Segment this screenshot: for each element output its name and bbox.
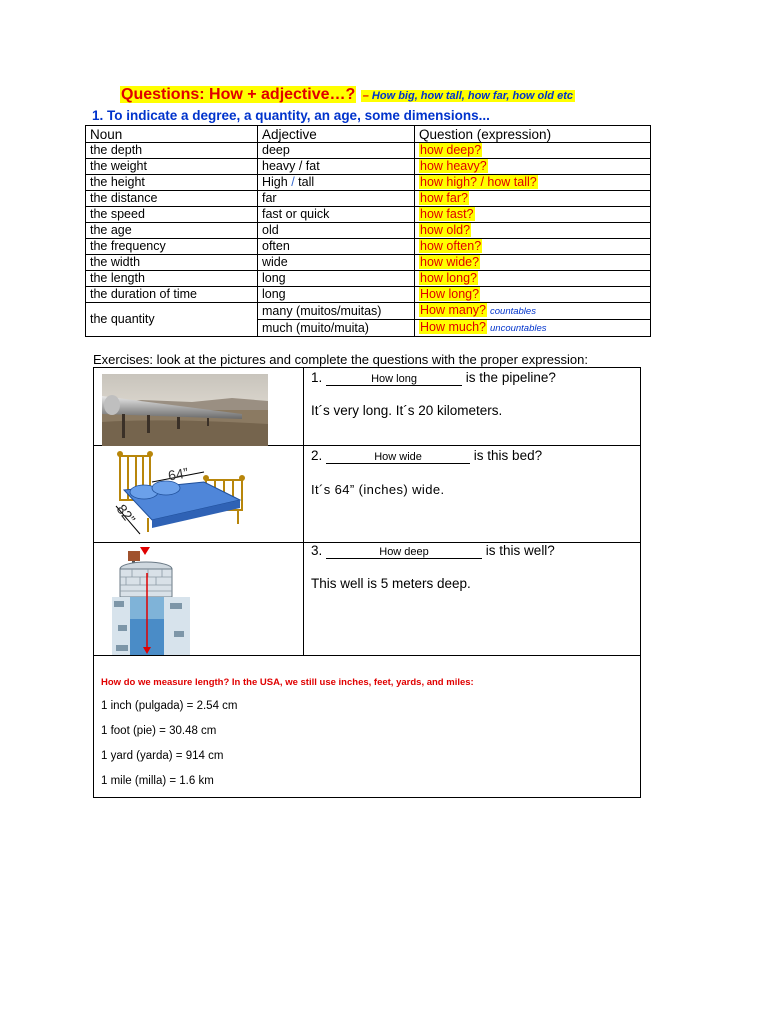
bed-length-label: 82”: [113, 501, 139, 527]
table-header-row: [86, 126, 651, 143]
adjective-b: tall: [298, 175, 315, 189]
question-highlight: How much?: [420, 320, 486, 334]
question-cell: [415, 207, 651, 223]
vocabulary-table: [85, 125, 651, 337]
noun-cell-quantity: the quantity: [86, 303, 258, 337]
response-1: It´s very long. It´s 20 kilometers.: [311, 403, 503, 418]
question-cell: [415, 175, 651, 191]
question-highlight: how long?: [420, 271, 477, 285]
adjective-cell: heavy / fat: [258, 159, 415, 175]
question-cell: [415, 239, 651, 255]
noun-cell: the distance: [86, 191, 258, 207]
question-cell: [415, 320, 651, 337]
bed-width-label: 64”: [166, 464, 190, 484]
exercise-row-3: [94, 543, 640, 656]
table-row: [86, 255, 651, 271]
adjective-cell: often: [258, 239, 415, 255]
measurement-title: How do we measure length? In the USA, we still use inches, feet, yards, and miles:: [101, 677, 474, 688]
adjective-cell: fast or quick: [258, 207, 415, 223]
well-picture: [112, 547, 192, 655]
question-highlight: how high? / how tall?: [420, 175, 537, 189]
question-highlight: How many?: [420, 303, 486, 317]
table-row: [86, 303, 651, 320]
question-rest: is the pipeline?: [465, 370, 556, 385]
question-cell: [415, 287, 651, 303]
bed-picture: [112, 448, 252, 540]
noun-cell: the height: [86, 175, 258, 191]
question-highlight: how heavy?: [420, 159, 487, 173]
table-row: [86, 207, 651, 223]
pipeline-picture: [102, 374, 268, 446]
header-adjective: Adjective: [258, 126, 415, 143]
answer-blank-1[interactable]: How long: [326, 373, 462, 386]
table-row: [86, 143, 651, 159]
measurement-mile: 1 mile (milla) = 1.6 km: [101, 775, 214, 787]
question-cell: [415, 223, 651, 239]
response-3: This well is 5 meters deep.: [311, 576, 471, 591]
noun-cell: the weight: [86, 159, 258, 175]
noun-cell: the duration of time: [86, 287, 258, 303]
question-highlight: how wide?: [420, 255, 480, 269]
noun-cell: the frequency: [86, 239, 258, 255]
question-cell: [415, 255, 651, 271]
title-sub-text: How big, how tall, how far, how old etc: [371, 90, 573, 102]
table-row: [86, 159, 651, 175]
exercise-row-1: [94, 368, 640, 446]
question-number: 2.: [311, 448, 323, 463]
header-question: Question (expression): [415, 126, 651, 143]
question-highlight: how far?: [420, 191, 468, 205]
question-rest: is this well?: [485, 543, 555, 558]
countables-note: countables: [490, 306, 536, 317]
exercises-box: [93, 367, 641, 798]
measurement-section: [94, 656, 640, 799]
noun-cell: the width: [86, 255, 258, 271]
question-number: 1.: [311, 370, 323, 385]
question-3: [311, 543, 555, 559]
question-number: 3.: [311, 543, 323, 558]
noun-cell: the depth: [86, 143, 258, 159]
section-heading: 1. To indicate a degree, a quantity, an age, some dimensions...: [92, 108, 490, 123]
adjective-cell: old: [258, 223, 415, 239]
exercise-row-2: [94, 446, 640, 543]
adjective-cell: long: [258, 287, 415, 303]
worksheet-title: [120, 86, 575, 104]
exercises-intro: Exercises: look at the pictures and complete the questions with the proper expression:: [93, 352, 588, 367]
title-sub: [361, 90, 575, 102]
adjective-separator: /: [291, 175, 295, 189]
table-row: [86, 271, 651, 287]
measurement-inch: 1 inch (pulgada) = 2.54 cm: [101, 700, 238, 712]
title-dash: –: [362, 90, 369, 102]
question-cell: [415, 271, 651, 287]
response-2: It´s 64” (inches) wide.: [311, 482, 445, 497]
answer-blank-3[interactable]: How deep: [326, 546, 482, 559]
table-row: [86, 191, 651, 207]
adjective-cell: deep: [258, 143, 415, 159]
adjective-cell: long: [258, 271, 415, 287]
table-row: [86, 175, 651, 191]
table-row: [86, 223, 651, 239]
question-cell: [415, 159, 651, 175]
measurement-yard: 1 yard (yarda) = 914 cm: [101, 750, 224, 762]
adjective-cell: wide: [258, 255, 415, 271]
question-cell: [415, 143, 651, 159]
noun-cell: the speed: [86, 207, 258, 223]
question-highlight: how fast?: [420, 207, 474, 221]
adjective-cell: far: [258, 191, 415, 207]
adjective-cell: many (muitos/muitas): [258, 303, 415, 320]
adjective-cell: [258, 175, 415, 191]
question-highlight: How long?: [420, 287, 480, 301]
title-main: Questions: How + adjective…?: [121, 86, 356, 103]
noun-cell: the age: [86, 223, 258, 239]
answer-blank-2[interactable]: How wide: [326, 451, 470, 464]
question-highlight: how deep?: [420, 143, 482, 157]
question-cell: [415, 303, 651, 320]
question-rest: is this bed?: [473, 448, 543, 463]
question-1: [311, 370, 556, 386]
adjective-cell: much (muito/muita): [258, 320, 415, 337]
question-2: [311, 448, 542, 464]
adjective-a: High: [262, 175, 288, 189]
noun-cell: the length: [86, 271, 258, 287]
question-cell: [415, 191, 651, 207]
question-highlight: how often?: [420, 239, 482, 253]
table-row: [86, 287, 651, 303]
uncountables-note: uncountables: [490, 323, 547, 334]
header-noun: Noun: [86, 126, 258, 143]
question-highlight: how old?: [420, 223, 471, 237]
table-row: [86, 239, 651, 255]
measurement-foot: 1 foot (pie) = 30.48 cm: [101, 725, 217, 737]
